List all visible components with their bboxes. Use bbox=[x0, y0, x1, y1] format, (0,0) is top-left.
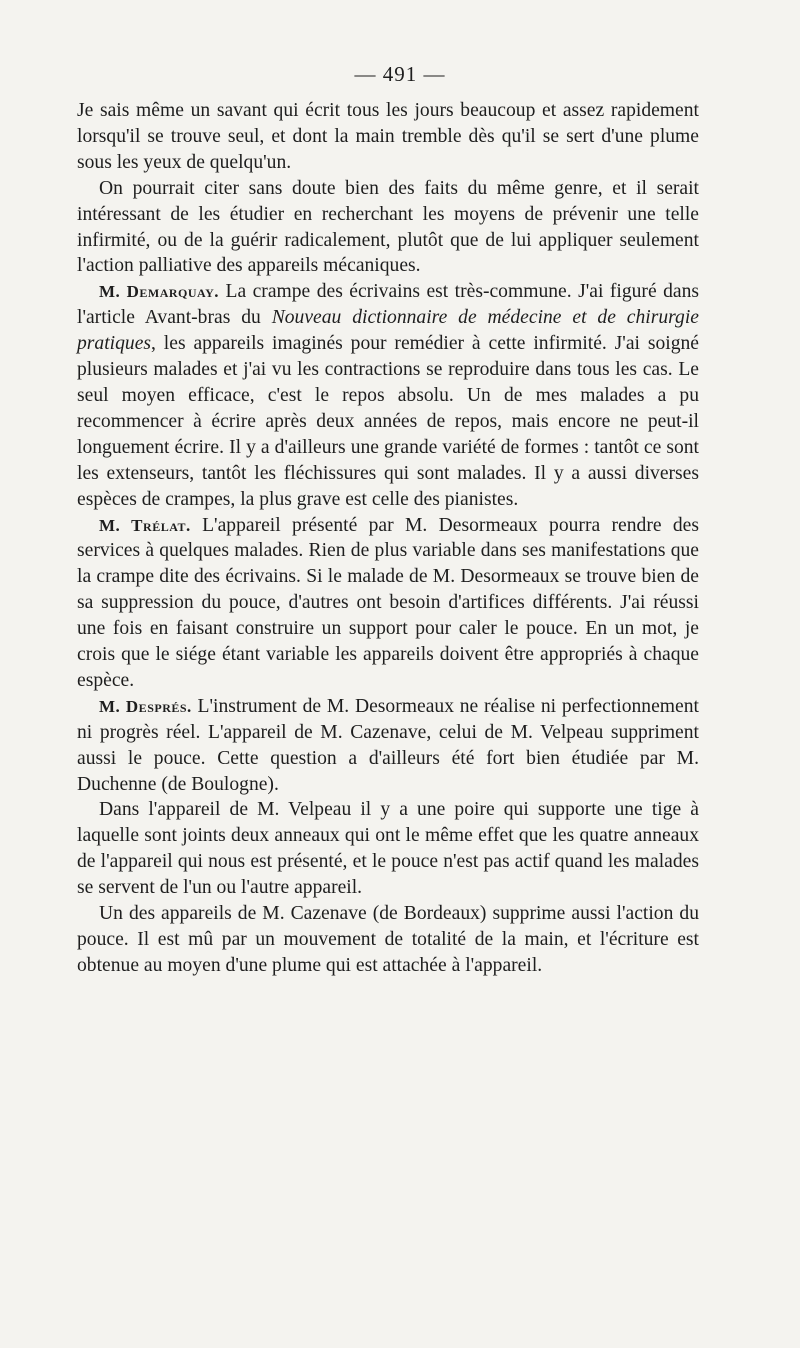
demarquay-text-b: , les appareils imaginés pour remédier à cette infirmité. J'ai soigné plusieurs malades et j'ai vu les contractions se reproduire dans tous les cas. Le seul moyen efficace, c'est le repos absolu. Un de mes malades a pu recommencer à écrire après deux années de repos, mais encore ne peut-il longuement écrire. Il y a d'ailleurs une grande variété de formes : tantôt ce sont les extenseurs, tantôt les fléchissures qui sont malades. Il y a aussi diverses espèces de crampes, la plus grave est celle des pianistes. bbox=[77, 333, 699, 510]
speaker-despres: M. Després. bbox=[99, 696, 192, 716]
paragraph-2-text: On pourrait citer sans doute bien des faits du même genre, et il serait intéressant de les étudier en recherchant les moyens de prévenir une telle infirmité, ou de la guérir radicalement, plutôt que de lui appliquer seulement l'action palliative des appareils mécaniques. bbox=[77, 177, 699, 277]
paragraph-despres bbox=[77, 694, 699, 798]
paragraph-trelat bbox=[77, 513, 699, 694]
paragraph-2 bbox=[77, 176, 699, 280]
despres-text: L'instrument de M. Desormeaux ne réalise ni perfectionnement ni progrès réel. L'appareil de M. Cazenave, celui de M. Velpeau suppriment aussi le pouce. Cette question a d'ailleurs été fort bien étudiée par M. Duchenne (de Boulogne). bbox=[77, 695, 699, 795]
paragraph-cazenave bbox=[77, 901, 699, 979]
paragraph-velpeau bbox=[77, 797, 699, 901]
paragraph-1 bbox=[77, 98, 699, 176]
speaker-demarquay: M. Demarquay. bbox=[99, 282, 220, 302]
velpeau-text: Dans l'appareil de M. Velpeau il y a une poire qui supporte une tige à laquelle sont joints deux anneaux qui ont le même effet que les quatre anneaux de l'appareil qui nous est présenté, et le pouce n'est pas actif quand les malades se servent de l'un ou l'autre appareil. bbox=[77, 799, 699, 899]
dictionary-title: Nouveau dictionnaire de médecine et de chirurgie pratiques bbox=[77, 307, 699, 355]
cazenave-text: Un des appareils de M. Cazenave (de Bordeaux) supprime aussi l'action du pouce. Il est mû par un mouvement de totalité de la main, et l'écriture est obtenue au moyen d'une plume qui est attachée à l'appareil. bbox=[77, 903, 699, 976]
trelat-text: L'appareil présenté par M. Desormeaux pourra rendre des services à quelques malades. Rien de plus variable dans ses manifestations que la crampe dite des écrivains. Si le malade de M. Desormeaux se trouve bien de sa suppression du pouce, d'autres ont besoin d'artifices différents. J'ai réussi une fois en faisant construire un support pour caler le pouce. En un mot, je crois que le siége étant variable les appareils doivent être appropriés à chaque espèce. bbox=[77, 514, 700, 691]
paragraph-demarquay bbox=[77, 279, 699, 512]
text-body bbox=[77, 98, 699, 979]
demarquay-text-a: La crampe des écrivains est très-commune. J'ai figuré dans l'article Avant-bras du bbox=[77, 281, 700, 329]
page-number: — 491 — bbox=[354, 62, 446, 86]
paragraph-1-text: Je sais même un savant qui écrit tous les jours beaucoup et assez rapidement lorsqu'il se trouve seul, et dont la main tremble dès qu'il se sert d'une plume sous les yeux de quelqu'un. bbox=[77, 100, 699, 173]
speaker-trelat: M. Trélat. bbox=[99, 515, 191, 535]
